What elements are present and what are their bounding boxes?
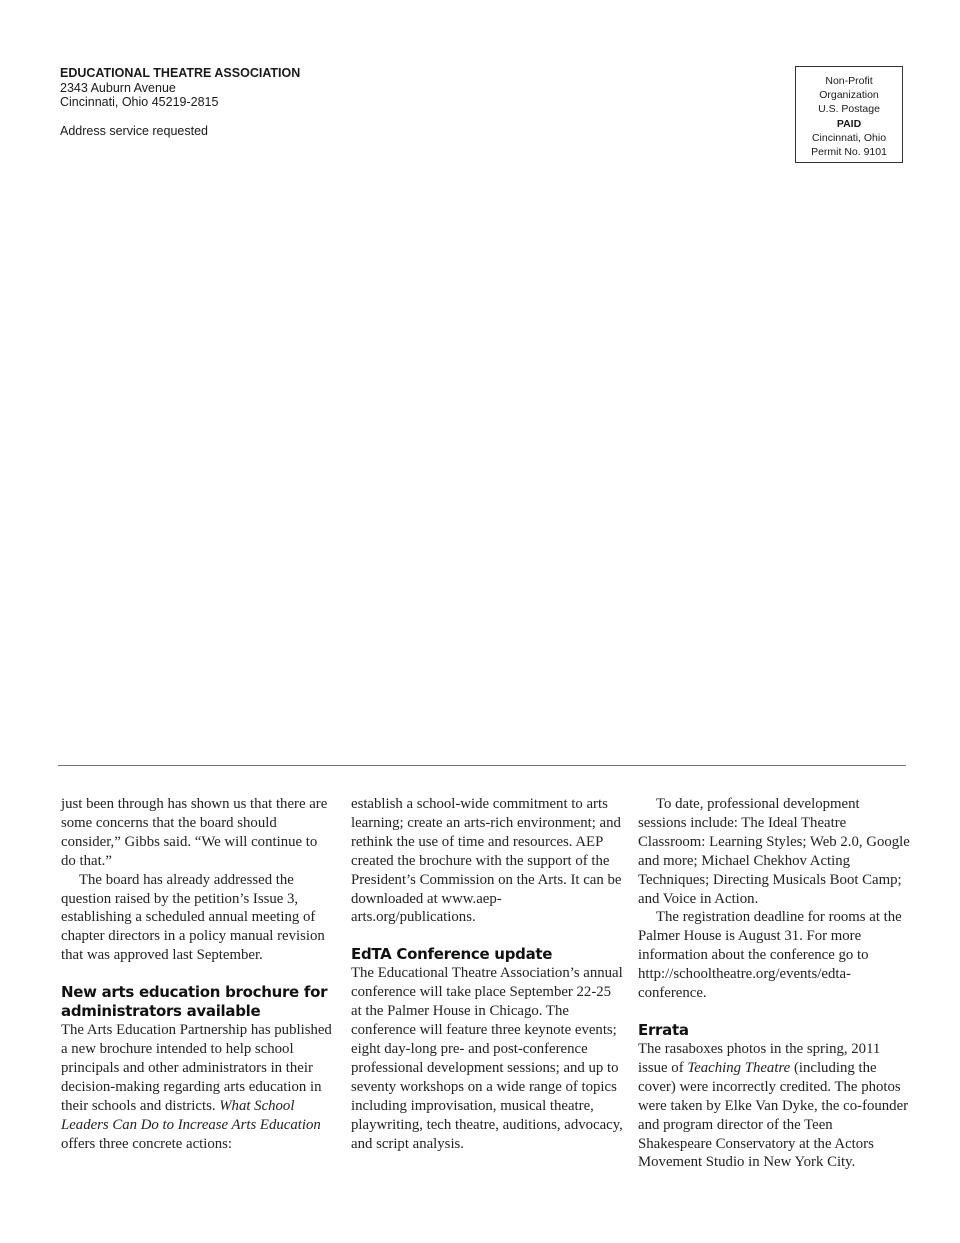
brochure-text-end: offers three concrete actions: bbox=[61, 1135, 233, 1152]
paragraph bbox=[638, 1040, 910, 1172]
article-column-3 bbox=[638, 795, 910, 1172]
brochure-heading: New arts education brochure for administrators available bbox=[61, 983, 328, 1021]
return-address-org: EDUCATIONAL THEATRE ASSOCIATION bbox=[60, 66, 301, 80]
brochure-text: The Arts Education Partnership has published a new brochure intended to help school principals and other administrators in their decision-making regarding arts education in their schools and districts. bbox=[61, 1022, 332, 1114]
conference-heading: EdTA Conference update bbox=[351, 945, 553, 964]
section-divider bbox=[58, 765, 906, 766]
errata-heading: Errata bbox=[638, 1020, 689, 1039]
postage-paid: PAID bbox=[836, 117, 862, 130]
errata-text: The rasaboxes photos in the spring, 2011 issue of bbox=[638, 1040, 881, 1076]
paragraph bbox=[61, 1021, 333, 1153]
paragraph: The board has already addressed the question raised by the petition’s Issue 3, establishing a scheduled annual meeting of chapter directors in a policy manual revision that was approved last September. bbox=[61, 871, 325, 964]
return-address bbox=[60, 66, 300, 138]
brochure-title: What School Leaders Can Do to Increase Arts Education bbox=[61, 1097, 321, 1133]
article-column-2 bbox=[351, 795, 623, 1153]
postage-line: Organization bbox=[819, 89, 879, 102]
postage-indicia bbox=[795, 66, 903, 163]
errata-title: Teaching Theatre bbox=[687, 1059, 791, 1076]
paragraph: The registration deadline for rooms at the Palmer House is August 31. For more information about the conference go to http://schooltheatre.org/events/edta-conference. bbox=[638, 909, 902, 1002]
postage-permit: Permit No. 9101 bbox=[811, 146, 887, 159]
paragraph: establish a school-wide commitment to arts learning; create an arts-rich environment; and rethink the use of time and resources. AEP created the brochure with the support of the President’s Commission on the Arts. It can be downloaded at www.aep-arts.org/publications. bbox=[351, 796, 622, 926]
errata-text-end: (including the cover) were incorrectly credited. The photos were taken by Elke Van Dyke, the co-founder and program director of the Teen Shakespeare Conservatory at the Actors Movement Studio in New York City. bbox=[638, 1059, 909, 1171]
paragraph: just been through has shown us that there are some concerns that the board should consider,” Gibbs said. “We will continue to do that.” bbox=[61, 796, 328, 869]
postage-line: Non-Profit bbox=[825, 75, 873, 87]
return-address-street: 2343 Auburn Avenue bbox=[60, 80, 176, 95]
postage-line: U.S. Postage bbox=[818, 103, 880, 116]
paragraph: The Educational Theatre Association’s annual conference will take place September 22-25 at the Palmer House in Chicago. The conference will feature three keynote events; eight day-long pre- and post-conference professional development sessions; and up to seventy workshops on a wide range of topics including improvisation, musical theatre, playwriting, tech theatre, auditions, advocacy, and script analysis. bbox=[351, 965, 623, 1152]
article-column-1 bbox=[61, 795, 333, 1154]
postage-line: Cincinnati, Ohio bbox=[811, 131, 887, 144]
return-address-city: Cincinnati, Ohio 45219-2815 bbox=[60, 95, 219, 109]
address-service-note: Address service requested bbox=[60, 123, 208, 138]
paragraph: To date, professional development sessions include: The Ideal Theatre Classroom: Learning Styles; Web 2.0, Google and more; Michael Chekhov Acting Techniques; Directing Musicals Boot Camp; and Voice in Action. bbox=[638, 796, 910, 907]
